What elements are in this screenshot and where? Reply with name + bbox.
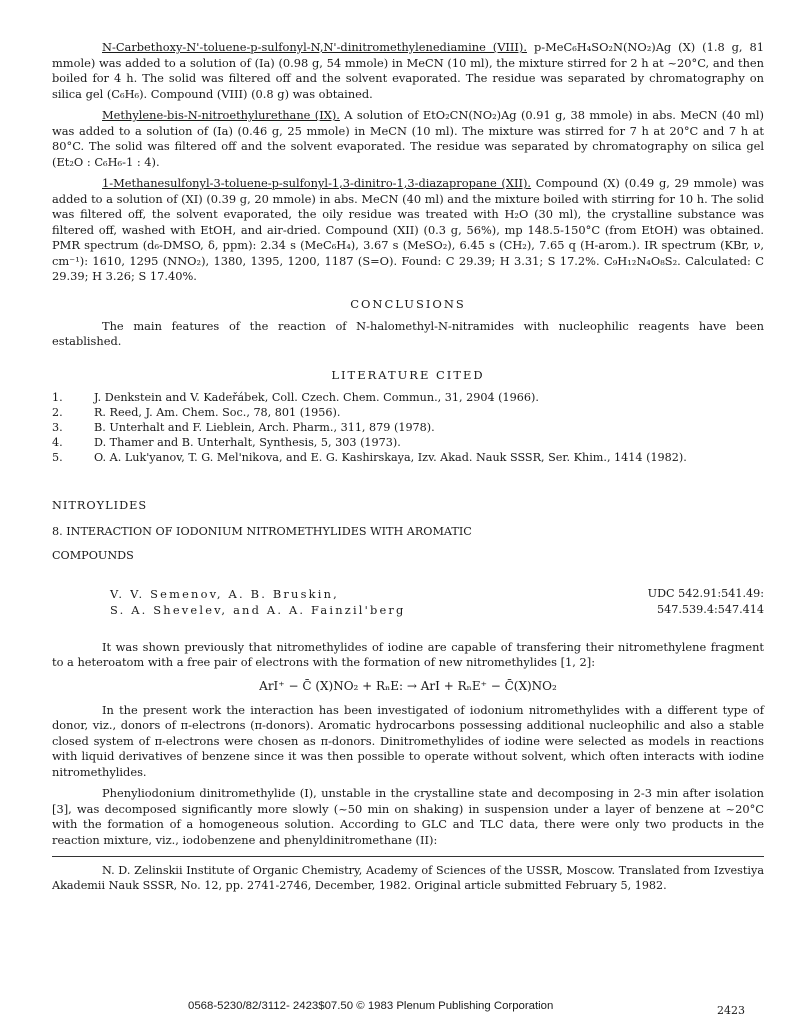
reference-item: 3. B. Unterhalt and F. Lieblein, Arch. Pharm., 311, 879 (1978).	[52, 420, 435, 434]
reaction-equation: ArI⁺ − C̄ (X)NO₂ + RₙE: → ArI + RₙE⁺ − C̄(X)NO₂	[259, 678, 557, 693]
footnote: N. D. Zelinskii Institute of Organic Chemistry, Academy of Sciences of the USSR, Moscow. Translated from Izvestiya Akademii Nauk SSSR, No. 12, pp. 2741-2746, December, 1982. Original article submitted February 5, 1982.	[52, 864, 764, 892]
page-number: 2423	[717, 1004, 745, 1017]
reference-item: 2. R. Reed, J. Am. Chem. Soc., 78, 801 (1956).	[52, 405, 341, 419]
reference-list	[52, 390, 764, 465]
literature-heading: LITERATURE CITED	[331, 367, 485, 382]
body-paragraph: In the present work the interaction has been investigated of iodonium nitromethylides with a different type of donor, viz., donors of π-electrons (π-donors). Aromatic hydrocarbons possessing additional nucleophilic and also a stable closed system of π-electrons were chosen as π-donors. Dinitromethylides of iodine were selected as models in reactions with liquid derivatives of benzene since it was then possible to operate without solvent, which often interacts with iodine nitromethylides.	[52, 702, 764, 779]
intro-paragraph: It was shown previously that nitromethylides of iodine are capable of transfering their nitromethylene fragment to a heteroatom with a free pair of electrons with the formation of new nitromethylides [1, 2]:	[52, 639, 764, 669]
footnote-divider	[52, 856, 764, 857]
reference-item: 4. D. Thamer and B. Unterhalt, Synthesis, 5, 303 (1973).	[52, 435, 401, 449]
author-block	[52, 586, 764, 618]
paragraph-body: Compound (X) (0.49 g, 29 mmole) was added to a solution of (XI) (0.39 g, 20 mmole) in abs. MeCN (40 ml) and the mixture boiled with stirring for 10 h. The solid was filtered off, the solvent evaporated, the oily residue was treated with H₂O (30 ml), the crystalline substance was filtered off, washed with EtOH, and air-dried. Compound (XII) (0.3 g, 56%), mp 148.5-150°C (from EtOH) was obtained. PMR spectrum (d₆-DMSO, δ, ppm): 2.34 s (MeC₆H₄), 3.67 s (MeSO₂), 6.45 s (CH₂), 7.65 q (H-arom.). IR spectrum (KBr, ν, cm⁻¹): 1610, 1295 (NNO₂), 1380, 1395, 1200, 1187 (S=O). Found: C 29.39; H 3.31; S 17.2%. C₉H₁₂N₄O₈S₂. Calculated: C 29.39; H 3.26; S 17.40%.	[52, 176, 765, 283]
article-title: 8. INTERACTION OF IODONIUM NITROMETHYLIDES WITH AROMATIC COMPOUNDS	[52, 524, 472, 562]
experimental-paragraph-ix	[52, 108, 764, 170]
page-content	[52, 40, 764, 893]
reference-item: 1. J. Denkstein and V. Kadeřábek, Coll. Czech. Chem. Commun., 31, 2904 (1966).	[52, 390, 539, 404]
conclusions-heading: CONCLUSIONS	[350, 296, 466, 311]
paragraph-body: A solution of EtO₂CN(NO₂)Ag (0.91 g, 38 mmole) in abs. MeCN (40 ml) was added to a solution of (Ia) (0.46 g, 25 mmole) in MeCN (10 ml). The mixture was stirred for 7 h at 20°C and 7 h at 80°C. The solid was filtered off and the solvent evaporated. The residue was separated by chromatography on silica gel (Et₂O : C₆H₆-1 : 4).	[52, 108, 764, 169]
copyright-line: 0568-5230/82/3112- 2423$07.50 © 1983 Plenum Publishing Corporation	[188, 1000, 554, 1012]
series-title: NITROYLIDES	[52, 498, 148, 512]
reference-item: 5. O. A. Luk'yanov, T. G. Mel'nikova, and E. G. Kashirskaya, Izv. Akad. Nauk SSSR, Ser. Khim., 1414 (1982).	[52, 450, 687, 464]
compound-title: N-Carbethoxy-N'-toluene-p-sulfonyl-N,N'-dinitromethylenediamine (VIII).	[102, 40, 527, 54]
body-paragraph: Phenyliodonium dinitromethylide (I), unstable in the crystalline state and decomposing in 2-3 min after isolation [3], was decomposed significantly more slowly (~50 min on shaking) in suspension under a layer of benzene at ~20°C with the formation of a homogeneous solution. According to GLC and TLC data, there were only two products in the reaction mixture, viz., iodobenzene and phenyldinitromethane (II):	[52, 786, 764, 847]
udc-code: UDC 542.91:541.49: 547.539.4:547.414	[647, 586, 764, 616]
conclusions-text: The main features of the reaction of N-halomethyl-N-nitramides with nucleophilic reagents have been established.	[52, 318, 764, 348]
compound-title: Methylene-bis-N-nitroethylurethane (IX).	[102, 108, 340, 122]
compound-title: 1-Methanesulfonyl-3-toluene-p-sulfonyl-1,3-dinitro-1,3-diazapropane (XII).	[102, 176, 532, 190]
author-names: V. V. Semenov, A. B. Bruskin, S. A. Shevelev, and A. A. Fainzil'berg	[110, 586, 406, 617]
paragraph-body: p-MeC₆H₄SO₂N(NO₂)Ag (X) (1.8 g, 81 mmole) was added to a solution of (Ia) (0.98 g, 54 mmole) in MeCN (10 ml), the mixture stirred for 2 h at ~20°C, and then boiled for 4 h. The solid was filtered off and the solvent evaporated. The residue was separated by chromatography on silica gel (C₆H₆). Compound (VIII) (0.8 g) was obtained.	[52, 40, 764, 101]
experimental-paragraph-xii	[52, 176, 764, 285]
experimental-paragraph-viii	[52, 40, 764, 102]
